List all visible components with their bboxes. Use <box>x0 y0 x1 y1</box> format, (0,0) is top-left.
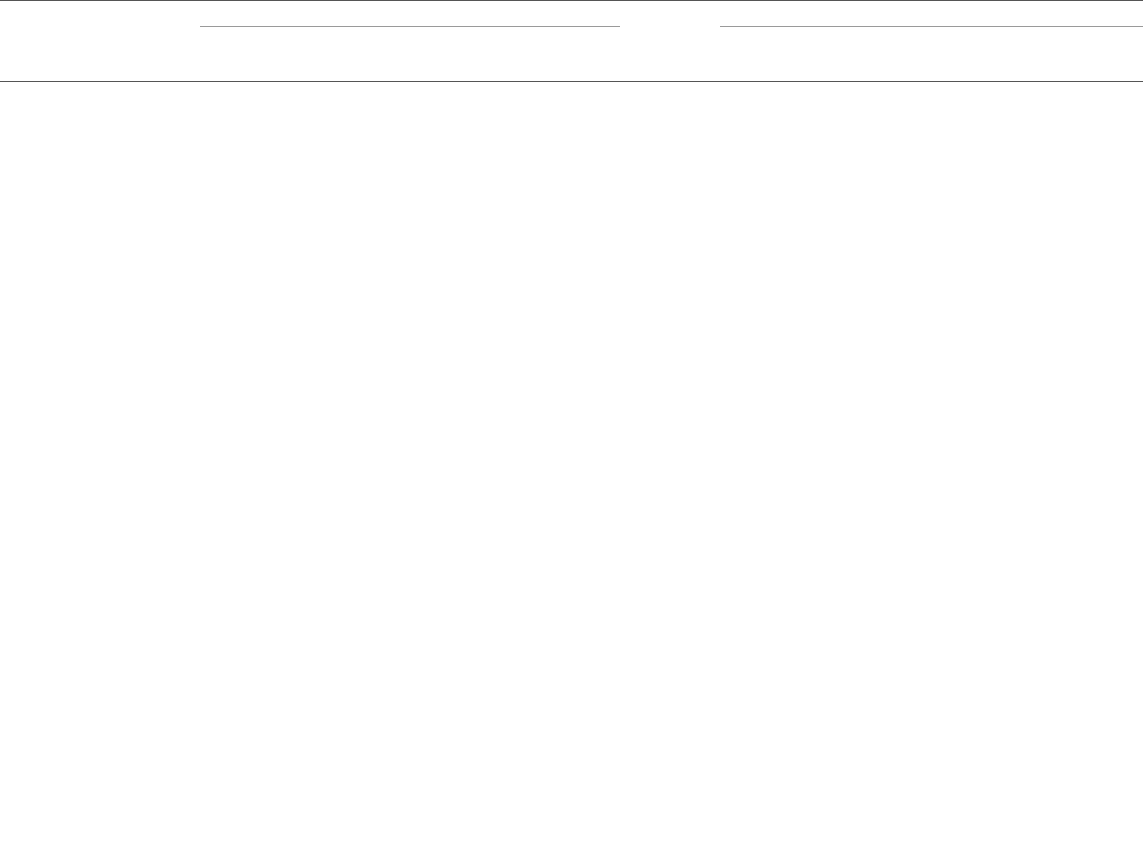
header-wti-without <box>200 41 620 82</box>
header-wti-with <box>620 41 880 82</box>
header-group-brent <box>720 1 1143 41</box>
header-variables <box>0 1 200 41</box>
header-row-subcols <box>0 41 1143 82</box>
header-group-wti <box>200 1 620 41</box>
results-table <box>0 0 1143 82</box>
header-row-groups <box>0 1 1143 41</box>
